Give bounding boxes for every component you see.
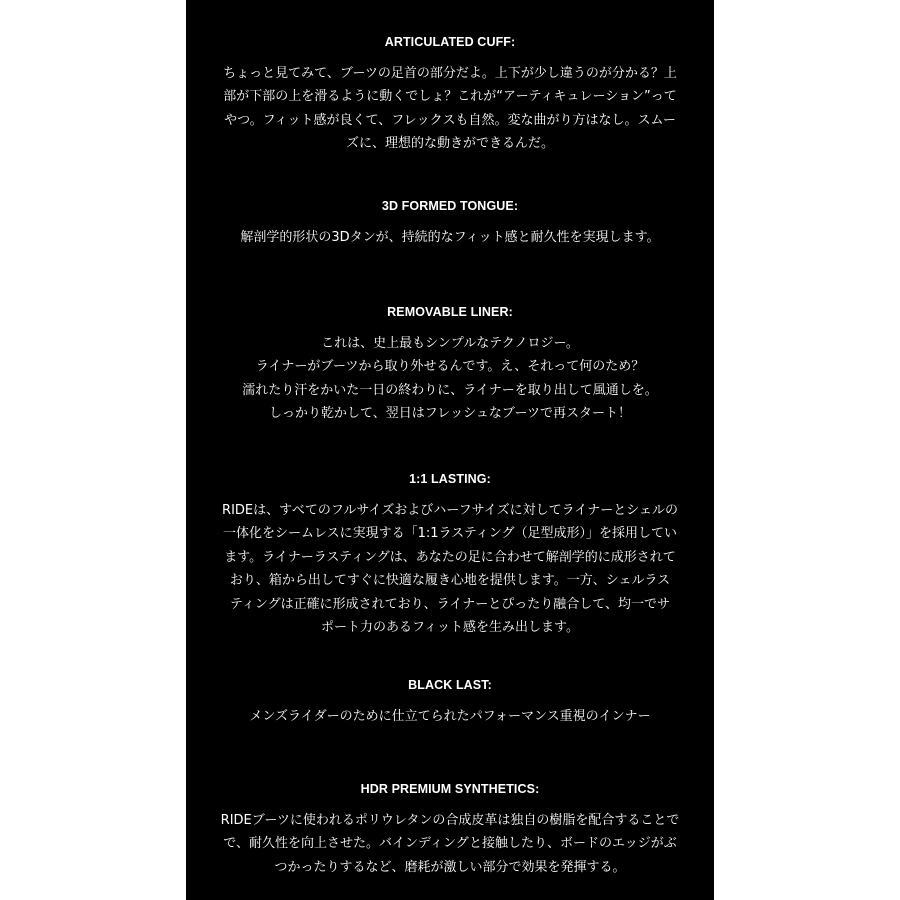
description-line: やつ。フィット感が良くて、フレックスも自然。変な曲がり方はなし。スムー [224, 112, 676, 128]
feature-3d-formed-tongue [186, 199, 714, 249]
feature-description [186, 809, 714, 879]
feature-description [186, 226, 714, 249]
description-line: しっかり乾かして、翌日はフレッシュなブーツで再スタート！ [269, 406, 631, 422]
description-line: 部が下部の上を滑るように動くでしょ？これが“アーティキュレーション”って [223, 89, 677, 105]
feature-description [186, 499, 714, 639]
feature-articulated-cuff [186, 35, 714, 156]
feature-title: ARTICULATED CUFF: [384, 35, 516, 49]
description-line: で、耐久性を向上させた。バインディングと接触したり、ボードのエッジがぶ [223, 836, 677, 852]
description-line: メンズライダーのために仕立てられたパフォーマンス重視のインナー [249, 709, 651, 724]
description-line: ライナーがブーツから取り外せるんです。え、それって何のため？ [255, 359, 645, 375]
feature-removable-liner [186, 305, 714, 426]
description-line: ポート力のあるフィット感を生み出します。 [321, 620, 579, 636]
feature-black-last [186, 678, 714, 728]
feature-title: REMOVABLE LINER: [387, 305, 513, 319]
feature-title: HDR PREMIUM SYNTHETICS: [360, 782, 540, 796]
feature-description-panel [186, 0, 714, 900]
feature-title: BLACK LAST: [408, 678, 492, 692]
description-line: つかったりするなど、磨耗が激しい部分で効果を発揮する。 [274, 859, 626, 875]
description-line: RIDEブーツに使われるポリウレタンの合成皮革は独自の樹脂を配合することで [220, 813, 680, 828]
feature-hdr-premium-synthetics [186, 782, 714, 879]
description-line: RIDEは、すべてのフルサイズおよびハーフサイズに対してライナーとシェルの [222, 503, 678, 518]
feature-title: 3D FORMED TONGUE: [381, 199, 519, 213]
feature-description [186, 705, 714, 728]
description-line: ちょっと見てみて、ブーツの足首の部分だよ。上下が少し違うのが分かる？上 [223, 66, 677, 81]
description-line: 解剖学的形状の3Dタンが、持続的なフィット感と耐久性を実現します。 [240, 230, 660, 245]
description-line: これは、史上最もシンプルなテクノロジー。 [321, 336, 579, 351]
description-line: ズに、理想的な動きができるんだ。 [345, 136, 554, 152]
description-line: 一体化をシームレスに実現する「1:1ラスティング（足型成形）」を採用してい [222, 526, 678, 542]
description-line: ます。ライナーラスティングは、あなたの足に合わせて解剖学的に成形されて [224, 549, 676, 565]
description-line: 濡れたり汗をかいた一日の終わりに、ライナーを取り出して風通しを。 [242, 382, 658, 398]
feature-description [186, 332, 714, 426]
feature-1-1-lasting [186, 472, 714, 639]
description-line: ティングは正確に形成されており、ライナーとぴったり融合して、均一でサ [229, 596, 671, 612]
description-line: おり、箱から出してすぐに快適な履き心地を提供します。一方、シェルラス [229, 573, 671, 589]
feature-description [186, 62, 714, 156]
feature-title: 1:1 LASTING: [409, 472, 491, 486]
